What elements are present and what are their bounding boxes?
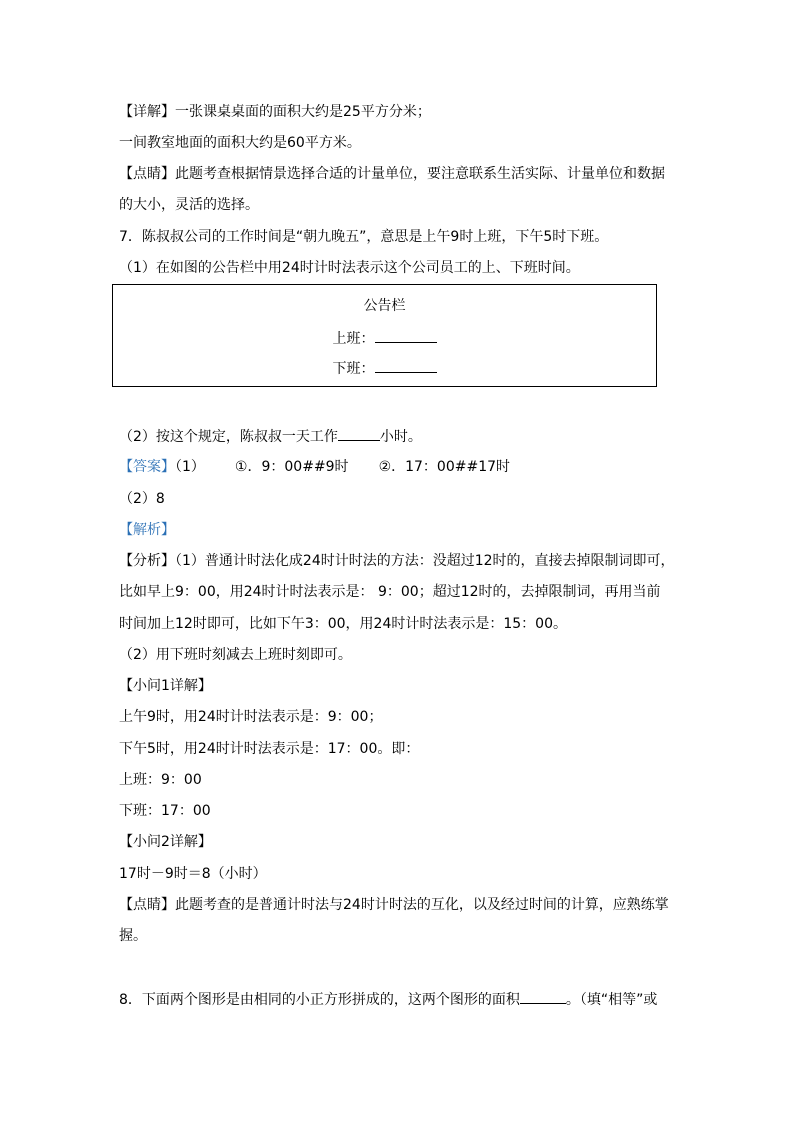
comment-line-2: 的大小，灵活的选择。 <box>119 197 259 213</box>
answer-part-1-label: （1） <box>175 459 205 475</box>
answer-row <box>119 457 510 477</box>
question-8-text: 8．下面两个图形是由相同的小正方形拼成的，这两个图形的面积 <box>119 992 520 1008</box>
analysis-label: 【解析】 <box>119 522 175 538</box>
sub-question-1-heading: 【小问1详解】 <box>119 678 212 694</box>
question-8 <box>119 989 657 1009</box>
question-7-part-2 <box>119 426 422 446</box>
area-compare-blank[interactable] <box>520 989 566 1004</box>
analysis-line-9: 下班：17：00 <box>119 803 211 819</box>
answer-part-2: （2）8 <box>119 491 165 507</box>
detail-line-2: 一间教室地面的面积大约是60平方米。 <box>119 135 361 151</box>
question-7-part-1: （1）在如图的公告栏中用24时计时法表示这个公司员工的上、下班时间。 <box>119 260 580 276</box>
question-7-title: 7．陈叔叔公司的工作时间是“朝九晚五”，意思是上午9时上班，下午5时下班。 <box>119 229 609 245</box>
question-7-part-2-unit: 小时。 <box>379 429 422 445</box>
analysis-line-3: 时间加上12时即可，比如下午3：00，用24时计时法表示是：15：00。 <box>119 616 567 632</box>
analysis-line-11: 17时－9时＝8（小时） <box>119 866 267 882</box>
notice-board-end-row <box>113 358 656 379</box>
comment-line-1: 【点睛】此题考查根据情景选择合适的计量单位，要注意联系生活实际、计量单位和数据 <box>119 166 665 182</box>
analysis-line-6: 上午9时，用24时计时法表示是：9：00； <box>119 709 383 725</box>
analysis-line-8: 上班：9：00 <box>119 772 202 788</box>
analysis-line-4: （2）用下班时刻减去上班时刻即可。 <box>119 647 352 663</box>
analysis-line-1: 【分析】（1）普通计时法化成24时计时法的方法：没超过12时的，直接去掉限制词即可， <box>119 553 675 569</box>
notice-board <box>112 284 657 387</box>
end-time-label: 下班： <box>332 361 375 377</box>
end-time-blank[interactable] <box>375 358 437 373</box>
question-7-part-2-text: （2）按这个规定，陈叔叔一天工作 <box>119 429 338 445</box>
analysis-line-2: 比如早上9：00，用24时计时法表示是： 9：00；超过12时的，去掉限制词，再用当前 <box>119 584 661 600</box>
notice-board-start-row <box>113 328 656 349</box>
comment-line-4: 握。 <box>119 928 147 944</box>
answer-1a: ①．9：00##9时 <box>234 459 349 475</box>
detail-line-1: 【详解】一张课桌桌面的面积大约是25平方分米； <box>119 104 431 120</box>
notice-board-title: 公告栏 <box>363 298 406 314</box>
analysis-line-7: 下午5时，用24时计时法表示是：17：00。即： <box>119 741 420 757</box>
start-time-blank[interactable] <box>375 328 437 343</box>
answer-label: 【答案】 <box>119 459 175 475</box>
sub-question-2-heading: 【小问2详解】 <box>119 834 212 850</box>
work-hours-blank[interactable] <box>338 426 380 441</box>
question-8-hint: 。（填“相等”或 <box>565 992 658 1008</box>
start-time-label: 上班： <box>332 331 375 347</box>
answer-1b: ②．17：00##17时 <box>378 459 511 475</box>
comment-line-3: 【点睛】此题考查的是普通计时法与24时计时法的互化，以及经过时间的计算，应熟练掌 <box>119 897 669 913</box>
